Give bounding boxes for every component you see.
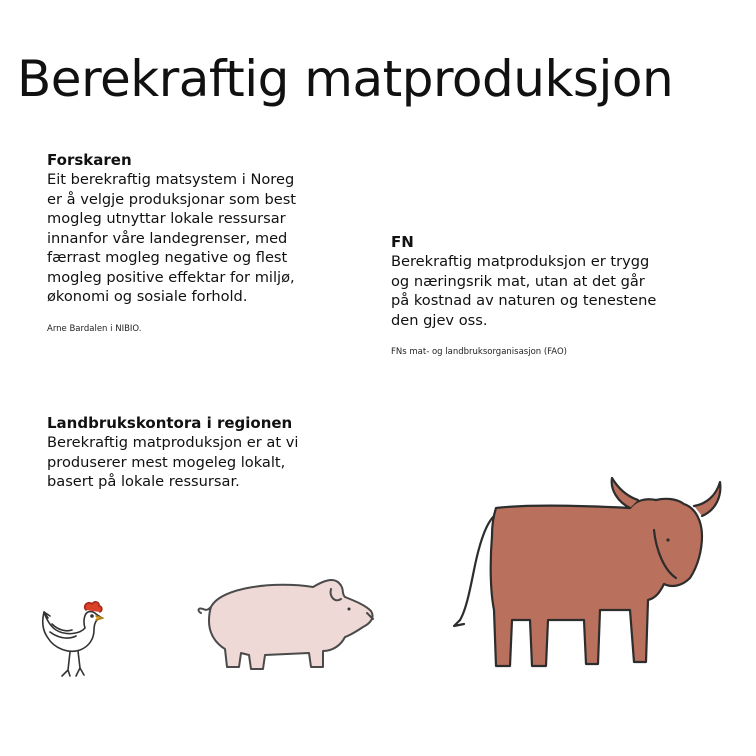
quote-researcher: [47, 151, 347, 335]
quote-text: Berekraftig matproduksjon er trygg og næringsrik mat, utan at det går på kostnad av naturen og tenestene den gjev oss.: [391, 253, 657, 329]
hen-icon: [36, 596, 116, 681]
page-title: Berekraftig matproduksjon: [17, 50, 674, 108]
quote-text: Berekraftig matproduksjon er at vi produserer mest mogeleg lokalt, basert på lokale ressursar.: [47, 434, 299, 490]
quote-source: FNs mat- og landbruksorganisasjon (FAO): [391, 347, 567, 357]
quote-un: [391, 233, 731, 358]
quote-heading: Forskaren: [47, 151, 132, 169]
quote-agriculture-offices: [47, 414, 347, 492]
quote-text: Eit berekraftig matsystem i Noreg er å velgje produksjonar som best mogleg utnyttar lokale ressursar innanfor våre landegrenser, med færrast mogleg negative og flest mogleg positive effektar for miljø, økonomi og sosiale forhold.: [47, 171, 297, 305]
quote-source: Arne Bardalen i NIBIO.: [47, 323, 142, 334]
quote-heading: FN: [391, 233, 414, 251]
pig-icon: [195, 575, 380, 675]
quote-heading: Landbrukskontora i regionen: [47, 414, 293, 432]
cow-icon: [450, 470, 735, 680]
